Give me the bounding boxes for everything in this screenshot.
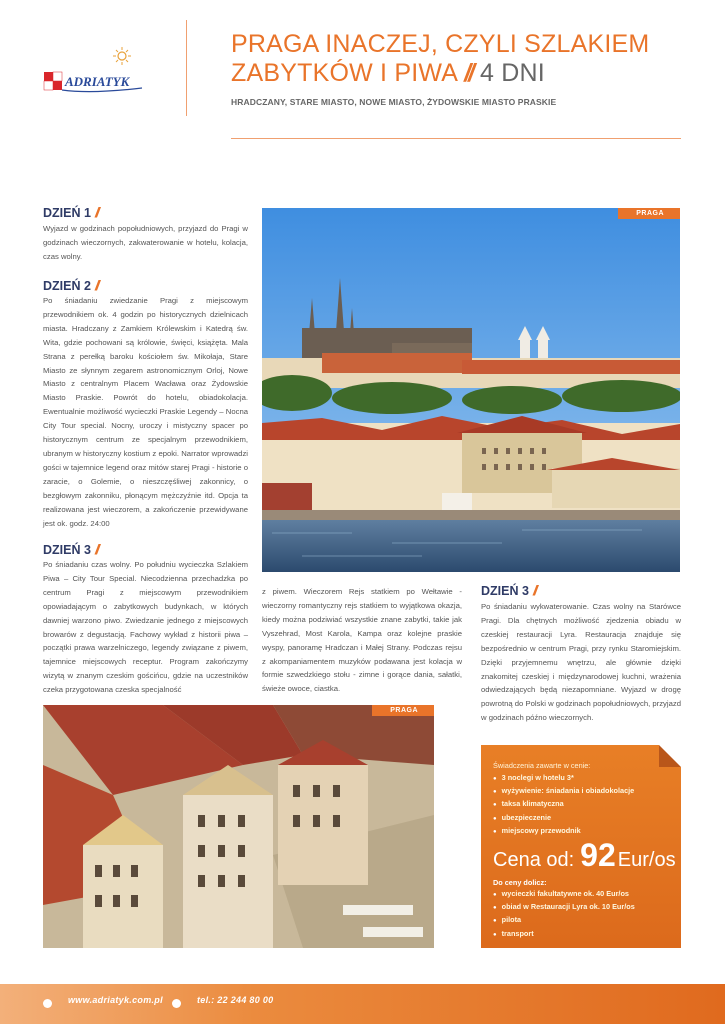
header-divider [186,20,187,116]
prague-old-town-photo [43,705,434,948]
phone-number: tel.: 22 244 80 00 [197,995,274,1005]
header-rule [231,138,681,139]
footer [0,984,725,1024]
day-1-heading [43,204,97,220]
extra-item: ● pilota [493,914,635,927]
adriatyk-logo [42,46,154,98]
day-4-text: Po śniadaniu wykwaterowanie. Czas wolny na Starówce Pragi. Dla chętnych możliwość zjedzenia obiadu w czeskiej restauracji Lyra. Restauracja znajduje się bezpośrednio w centrum Pragi, przy rynku Staromiejskim. Dzięki przyjemnemu wnętrzu, ale głównie dzięki znakomitej czeskiej i międzynarodowej kuchni, wrażenia odwiedzających będą niezapomniane. Wyjazd w drogę powrotną do Polski w godzinach popołudniowych, przyjazd w godzinach późno wieczornych. [481,602,681,723]
day-3-text-col1: Po śniadaniu czas wolny. Po południu wycieczka Szlakiem Piwa – City Tour Special. Niecodzienna przechadzka po centrum Pragi z miejscowym przewodnikiem opowiadającym o zabytkowych budynkach, w których dawniej warzono piwo. Zwiedzanie jednego z miejscowych browarów z degustacją. Fachowy wykład z historii piwa – początki prawa warzelniczego, legendy związane z piwem, tajemnice miejscowych receptur. Program zakończymy wizytą w znanym czeskim gościńcu, gdzie na uczestników czeka przygotowana czeska specjalność [43,560,248,695]
price-currency: Eur/os [617,849,676,871]
day-4-heading [481,582,535,598]
day-4-slash: // [532,582,535,598]
extra-item: ● obiad w Restauracji Lyra ok. 10 Eur/os [493,901,635,914]
day-1-slash: // [94,204,97,220]
included-item: ● miejscowy przewodnik [493,825,634,838]
day-2-slash: // [94,277,97,293]
photo2-tag: PRAGA [372,705,434,716]
day-3-heading [43,541,97,557]
svg-text:ADRIATYK: ADRIATYK [65,74,130,89]
included-list [493,772,634,838]
title-line-2-text: ZABYTKÓW I PIWA [231,59,459,87]
extra-list [493,888,635,941]
included-item: ● wyżywienie: śniadania i obiadokolacje [493,785,634,798]
day-4-label: DZIEŃ 3 [481,584,529,598]
title-line-2 [231,59,701,88]
extra-item: ● transport [493,928,635,941]
day-3-label: DZIEŃ 3 [43,543,91,557]
day-2-label: DZIEŃ 2 [43,279,91,293]
bullet-icon [43,999,52,1008]
price-box [481,745,681,948]
title-slash: // [464,59,472,87]
title-line-1: PRAGA INACZEJ, CZYLI SZLAKIEM [231,30,650,58]
included-header: Świadczenia zawarte w cenie: [493,761,591,770]
website-link[interactable]: www.adriatyk.com.pl [68,995,163,1005]
included-item: ● 3 noclegi w hotelu 3* [493,772,634,785]
page-curl [659,745,681,767]
price [493,837,676,874]
price-label: Cena od: [493,849,575,871]
day-2-heading [43,277,97,293]
day-3-slash: // [94,541,97,557]
extra-header: Do ceny dolicz: [493,878,547,887]
sun-icon [113,47,131,65]
bullet-icon [172,999,181,1008]
included-item: ● taksa klimatyczna [493,798,634,811]
day-1-label: DZIEŃ 1 [43,206,91,220]
photo1-tag: PRAGA [618,208,680,219]
included-item: ● ubezpieczenie [493,812,634,825]
day-3-text-col2: z piwem. Wieczorem Rejs statkiem po Wełtawie - wieczorny romantyczny rejs statkiem to wyjątkowa okazja, kiedy można podziwiać wszystkie znane zabytki, takie jak Vyszehrad, Most Karola, Kampa oraz kolejne praskie wyspy, panoramę Hradczan i Małej Strany. Podczas rejsu z akompaniamentem muzyków podawana jest kolacja w formie szwedzkiego stołu - zimne i gorące dania, sałatki, świeże owoce, ciastka. [262,587,462,694]
extra-item: ● wycieczki fakultatywne ok. 40 Eur/os [493,888,635,901]
page-subtitle: HRADCZANY, STARE MIASTO, NOWE MIASTO, ŻYDOWSKIE MIASTO PRASKIE [231,97,557,107]
day-1-text: Wyjazd w godzinach popołudniowych, przyjazd do Pragi w godzinach wieczornych, zakwaterowanie w hotelu, kolacja, czas wolny. [43,224,248,261]
price-value: 92 [580,837,616,873]
day-2-text: Po śniadaniu zwiedzanie Pragi z miejscowym przewodnikiem ok. 4 godzin po historycznych dzielnicach miasta. Hradczany z Zamkiem Królewskim i Katedrą św. Wita, gdzie pochowani są królowie, święci, książęta. Mala Strana z perełką baroku kościołem św. Mikołaja, Stare Miasto ze słynnym zegarem astronomicznym Orloj, Nowe Miasto z centralnym Placem Wacława oraz Żydowskie Miasto Praskie. Powrót do hotelu, obiadokolacja. Ewentualnie możliwość wycieczki Praskie Legendy – Nocna City Tour special. Nocny, uroczy i mistyczny spacer po historycznym centrum ze specjalnym przewodnikiem, ubranym w historyczny kostium z epoki. Narrator wprowadzi gości w tajemnice legend oraz mitów starej Pragi - historie o zaracie, o Golemie, o nieszczęśliwej zakonnicy, o bezgłowym zakonniku, płonącym mężczyźnie itd. Opcja ta realizowana jest wieczorem, a zakończenie przewidywane jest ok. godz. 24:00 [43,296,248,528]
prague-castle-photo [262,208,680,572]
page-title [231,30,701,88]
title-days: 4 DNI [480,59,545,87]
